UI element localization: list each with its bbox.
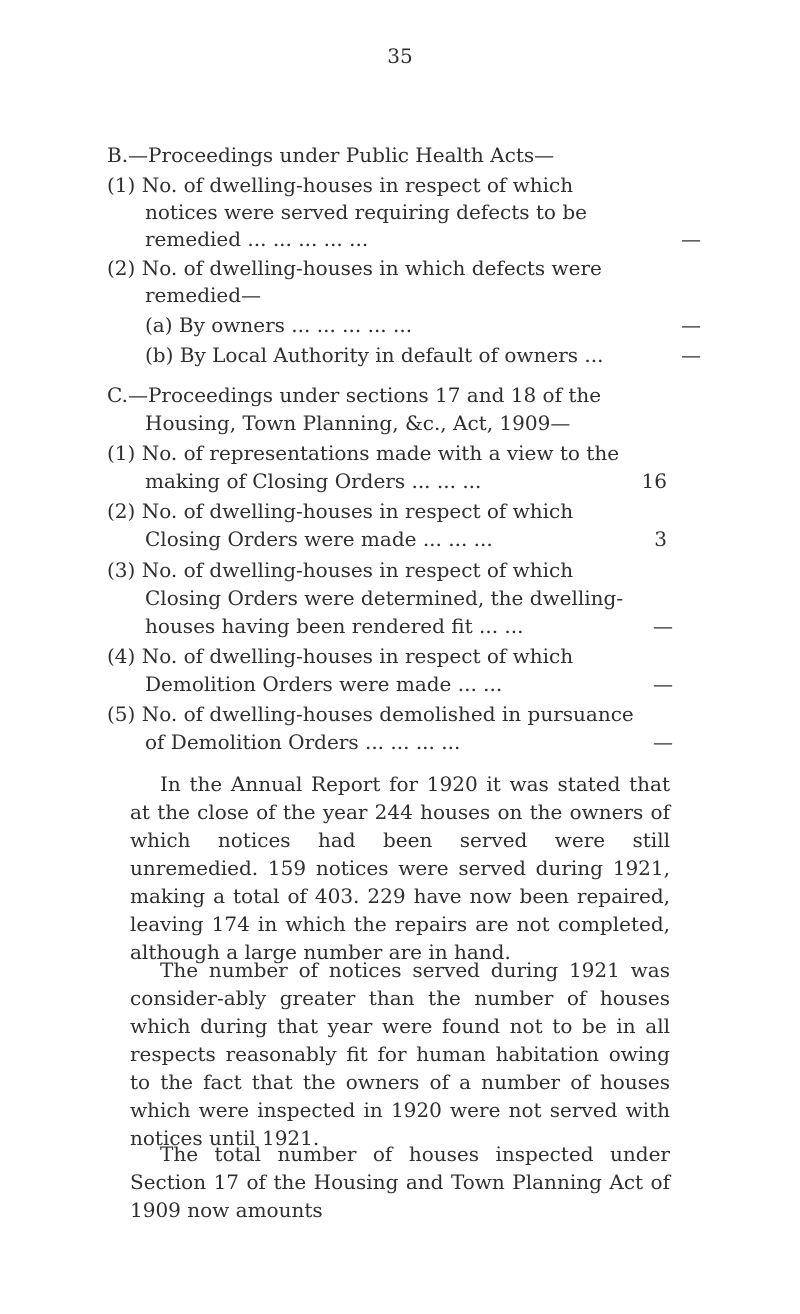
section-c-heading-line2: Housing, Town Planning, &c., Act, 1909—	[145, 411, 571, 435]
c5-value: —	[653, 730, 673, 754]
b1-line1: (1) No. of dwelling-houses in respect of which	[107, 173, 574, 197]
c2-line1: (2) No. of dwelling-houses in respect of which	[107, 499, 574, 523]
b2b-value: —	[681, 343, 701, 367]
b2b-label: (b) By Local Authority in default of owners ...	[145, 343, 604, 367]
c2-value: 3	[654, 527, 667, 551]
c3-value: —	[653, 614, 673, 638]
b1-line2: notices were served requiring defects to be	[145, 200, 587, 224]
c5-line1: (5) No. of dwelling-houses demolished in pursuance	[107, 702, 634, 726]
b1-value: —	[681, 227, 701, 251]
b1-line3: remedied ... ... ... ... ...	[145, 227, 369, 251]
section-b-heading: B.—Proceedings under Public Health Acts—	[107, 143, 555, 167]
paragraph-total-inspected	[130, 1140, 670, 1224]
c1-value: 16	[641, 469, 667, 493]
c2-line2: Closing Orders were made ... ... ...	[145, 527, 493, 551]
b2a-label: (a) By owners ... ... ... ... ...	[145, 313, 413, 337]
c4-value: —	[653, 672, 673, 696]
b2-line1: (2) No. of dwelling-houses in which defects were	[107, 256, 602, 280]
c3-line1: (3) No. of dwelling-houses in respect of which	[107, 558, 574, 582]
c1-line1: (1) No. of representations made with a view to the	[107, 441, 620, 465]
b2a-value: —	[681, 313, 701, 337]
paragraph-notices-served	[130, 956, 670, 1152]
c3-line3: houses having been rendered fit ... ...	[145, 614, 524, 638]
page-number: 35	[387, 44, 413, 68]
c3-line2: Closing Orders were determined, the dwelling-	[145, 586, 624, 610]
paragraph-text: The number of notices served during 1921 was consider-ably greater than the number of houses which during that year were found not to be in all respects reasonably fit for human habitation owing to the fact that the owners of a number of houses which were inspected in 1920 were not served with notices until 1921.	[130, 958, 670, 1150]
paragraph-text: In the Annual Report for 1920 it was stated that at the close of the year 244 houses on the owners of which notices had been served were still unremedied. 159 notices were served during 1921, making a total of 403. 229 have now been repaired, leaving 174 in which the repairs are not completed, although a large number are in hand.	[130, 772, 670, 964]
c5-line2: of Demolition Orders ... ... ... ...	[145, 730, 461, 754]
section-c-heading-line1: C.—Proceedings under sections 17 and 18 of the	[107, 383, 602, 407]
c4-line2: Demolition Orders were made ... ...	[145, 672, 503, 696]
c1-line2: making of Closing Orders ... ... ...	[145, 469, 482, 493]
paragraph-text: The total number of houses inspected under Section 17 of the Housing and Town Planning Act of 1909 now amounts	[130, 1142, 670, 1222]
c4-line1: (4) No. of dwelling-houses in respect of which	[107, 644, 574, 668]
b2-line2: remedied—	[145, 283, 262, 307]
paragraph-annual-report	[130, 770, 670, 966]
